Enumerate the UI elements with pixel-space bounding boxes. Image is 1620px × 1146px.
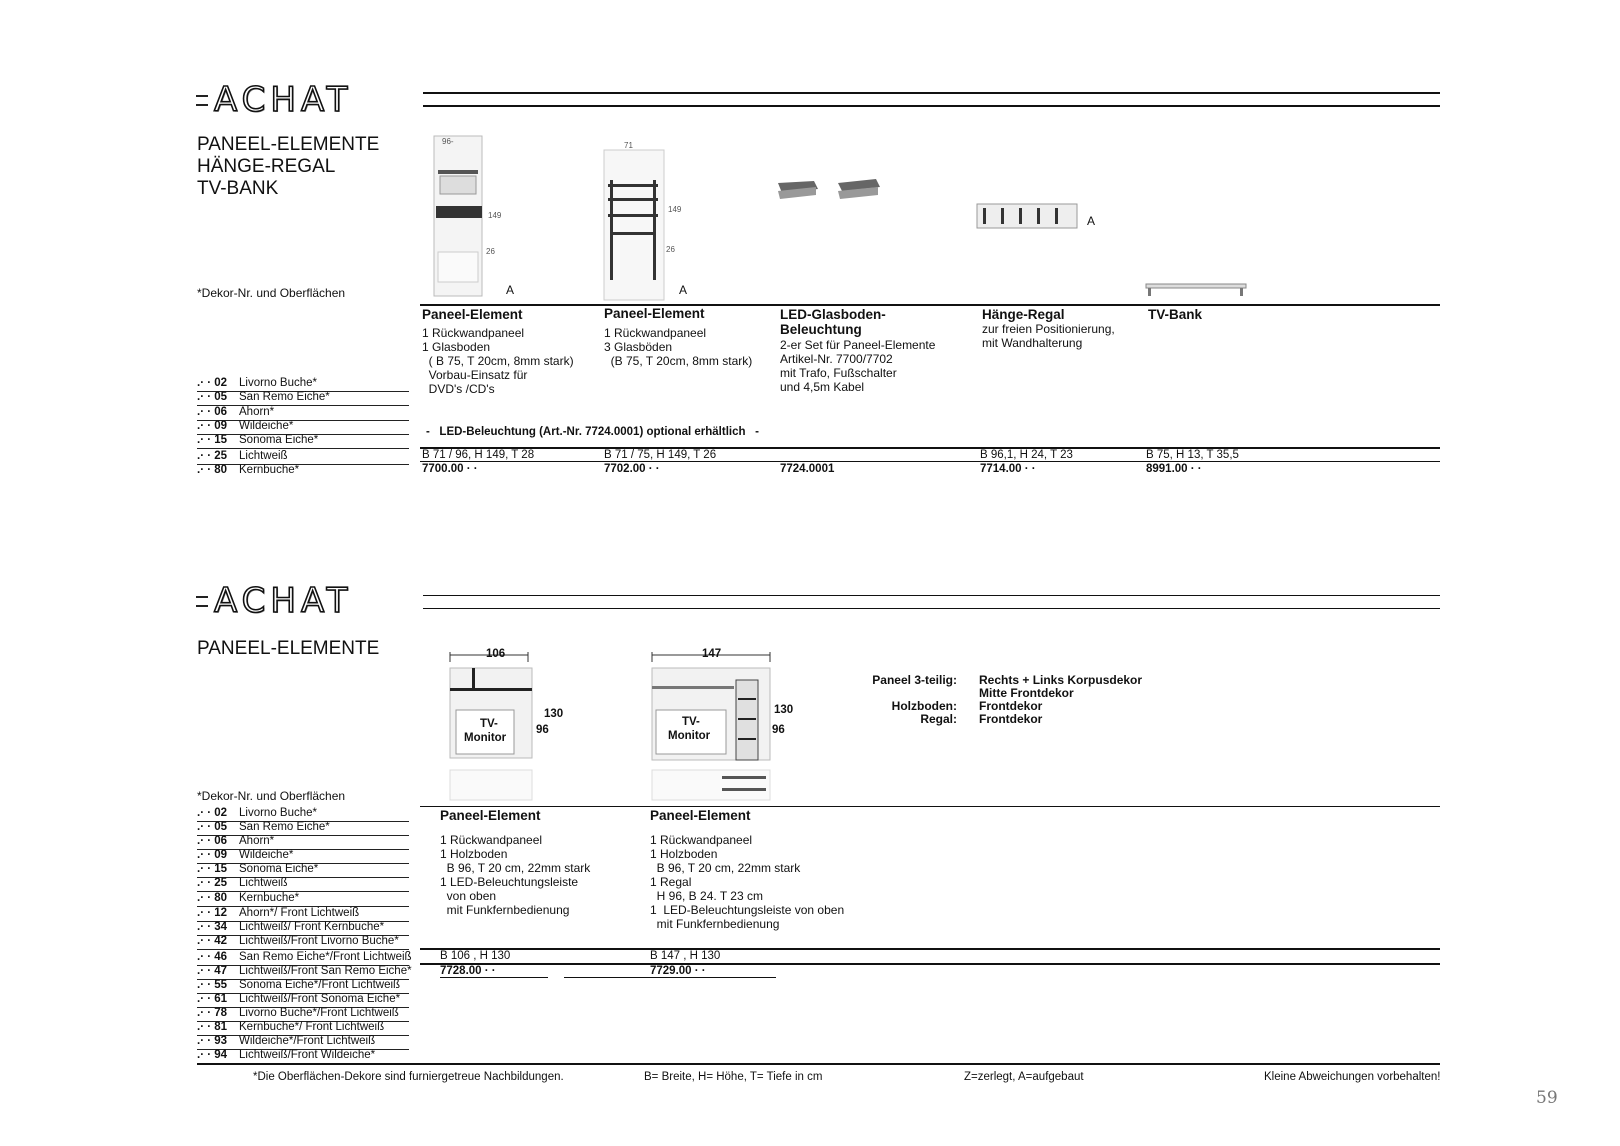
decor-row: .· · 81 Kernbuche*/ Front Lichtweiß <box>197 1021 409 1036</box>
article-number-7700: 7700.00 · · <box>422 463 478 475</box>
decor-row: .· · 06 Ahorn* <box>197 835 409 850</box>
article-number-7724: 7724.0001 <box>780 463 835 475</box>
section1-title-3: TV-BANK <box>197 178 279 199</box>
product-title-7714: Hänge-Regal <box>982 307 1065 322</box>
decor-row: .· · 02 Livorno Buche* <box>197 377 409 392</box>
number-rule-2 <box>420 963 1440 965</box>
dims-7702: B 71 / 75, H 149, T 26 <box>604 449 717 461</box>
decor-row: .· · 05 San Remo Eiche* <box>197 821 409 836</box>
info-value-holzboden: Frontdekor <box>979 699 1043 713</box>
product-title-7728: Paneel-Element <box>440 808 541 823</box>
brand-logo-bottom <box>196 581 353 621</box>
decor-row: .· · 34 Lichtweiß/ Front Kernbuche* <box>197 921 409 936</box>
dims-7700: B 71 / 96, H 149, T 28 <box>422 449 535 461</box>
product-title-7724: LED-Glasboden- Beleuchtung <box>780 307 886 337</box>
dims-rule-2 <box>420 948 1440 950</box>
product-desc-7702: 1 Rückwandpaneel 3 Glasböden (B 75, T 20cm, 8mm stark) <box>604 326 753 368</box>
svg-text:71: 71 <box>624 141 633 150</box>
product-title-7700: Paneel-Element <box>422 307 523 322</box>
dims-7729: B 147 , H 130 <box>650 950 721 962</box>
decor-row: .· · 25 Lichtweiß <box>197 450 409 465</box>
dims-7728: B 106 , H 130 <box>440 950 511 962</box>
decor-row: .· · 02 Livorno Buche* <box>197 807 409 822</box>
decor-row: .· · 80 Kernbuche* <box>197 464 300 476</box>
decor-row: .· · 47 Lichtweiß/Front San Remo Eiche* <box>197 965 409 980</box>
product-title-7729: Paneel-Element <box>650 808 751 823</box>
decor-row: .· · 09 Wildeiche* <box>197 849 409 864</box>
info-label-regal: Regal: <box>920 712 957 726</box>
page-number: 59 <box>1536 1088 1558 1108</box>
logo-bars <box>196 596 208 607</box>
sketch1-width: 106 <box>486 648 506 660</box>
section2-title: PANEEL-ELEMENTE <box>197 638 380 659</box>
sketch-label-a-1: A <box>506 283 515 297</box>
paneel-element-7728-sketch <box>442 646 582 801</box>
section1-title-1: PANEEL-ELEMENTE <box>197 134 380 155</box>
section2-table-top-rule <box>420 806 1440 807</box>
sketch1-inner: 96 <box>536 724 549 736</box>
sketch2-width: 147 <box>702 648 722 660</box>
logo-wordmark: ACHAT <box>214 80 353 120</box>
logo-wordmark: ACHAT <box>214 581 353 621</box>
sketch2-inner: 96 <box>772 724 785 736</box>
decor-row: .· · 55 Sonoma Eiche*/Front Lichtweiß <box>197 979 409 994</box>
header-rule-top-2 <box>423 105 1440 107</box>
decor-note: *Dekor-Nr. und Oberflächen <box>197 286 346 300</box>
product-desc-7728: 1 Rückwandpaneel 1 Holzboden B 96, T 20 cm, 22mm stark 1 LED-Beleuchtungsleiste von oben mit Funkfernbedienung <box>440 833 591 917</box>
article-number-7702: 7702.00 · · <box>604 463 660 475</box>
dims-8991: B 75, H 13, T 35,5 <box>1146 449 1239 461</box>
svg-text:26: 26 <box>666 245 675 254</box>
footer-note-dimensions: B= Breite, H= Höhe, T= Tiefe in cm <box>644 1071 823 1083</box>
dims-7714: B 96,1, H 24, T 23 <box>980 449 1073 461</box>
article-number-7714: 7714.00 · · <box>980 463 1036 475</box>
paneel-element-7702-sketch <box>598 140 688 305</box>
led-optional-note: - LED-Beleuchtung (Art.-Nr. 7724.0001) optional erhältlich - <box>426 426 759 438</box>
header-rule-top <box>423 92 1440 94</box>
dims-rule-1 <box>420 447 1440 449</box>
decor-row: .· · 25 Lichtweiß <box>197 877 409 892</box>
sketch1-height: 130 <box>544 708 564 720</box>
header-rule-bottom-2 <box>423 608 1440 609</box>
decor-row: .· · 15 Sonoma Eiche* <box>197 434 409 449</box>
article-number-8991: 8991.00 · · <box>1146 463 1202 475</box>
product-title-8991: TV-Bank <box>1148 307 1203 322</box>
footer-note-decor: *Die Oberflächen-Dekore sind furniergetreue Nachbildungen. <box>253 1071 564 1083</box>
decor-row: .· · 94 Lichtweiß/Front Wildeiche* <box>197 1049 409 1064</box>
info-label-holzboden: Holzboden: <box>891 699 957 713</box>
decor-row: .· · 61 Lichtweiß/Front Sonoma Eiche* <box>197 993 409 1008</box>
footer-note-disclaimer: Kleine Abweichungen vorbehalten! <box>1264 1071 1441 1083</box>
sketch1-tv-label: TV- <box>480 718 498 730</box>
decor-row: .· · 05 San Remo Eiche* <box>197 391 409 406</box>
footer-rule <box>197 1063 1440 1065</box>
product-desc-7724: 2-er Set für Paneel-Elemente Artikel-Nr. 7700/7702 mit Trafo, Fußschalter und 4,5m Kabel <box>780 338 936 394</box>
product-desc-7700: 1 Rückwandpaneel 1 Glasboden ( B 75, T 20cm, 8mm stark) Vorbau-Einsatz für DVD's /CD's <box>422 326 574 396</box>
svg-text:149: 149 <box>488 211 502 220</box>
decor-row: .· · 12 Ahorn*/ Front Lichtweiß <box>197 907 409 922</box>
haenge-regal-sketch <box>975 202 1085 232</box>
decor-note-2: *Dekor-Nr. und Oberflächen <box>197 789 346 803</box>
section1-table-top-rule <box>420 304 1440 306</box>
product-title-7702: Paneel-Element <box>604 306 705 321</box>
tv-bank-sketch <box>1144 280 1254 298</box>
sketch-label-a-2: A <box>679 283 688 297</box>
section1-title-2: HÄNGE-REGAL <box>197 156 336 177</box>
info-value-paneel: Rechts + Links Korpusdekor Mitte Frontdekor <box>979 673 1143 700</box>
footer-note-assembly: Z=zerlegt, A=aufgebaut <box>964 1071 1084 1083</box>
decor-row: .· · 46 San Remo Eiche*/Front Lichtweiß <box>197 951 409 966</box>
product-desc-7729: 1 Rückwandpaneel 1 Holzboden B 96, T 20 cm, 22mm stark 1 Regal H 96, B 24. T 23 cm 1 LED-Beleuchtungsleiste von oben mit Funkfernbedienung <box>650 833 845 931</box>
decor-row: .· · 80 Kernbuche* <box>197 892 409 907</box>
info-label-paneel: Paneel 3-teilig: <box>872 673 957 687</box>
logo-bars <box>196 95 208 106</box>
decor-row: .· · 15 Sonoma Eiche* <box>197 863 409 878</box>
sketch2-height: 130 <box>774 704 794 716</box>
paneel-element-7728-drawing <box>442 646 582 801</box>
led-glasboden-sketch <box>776 175 891 203</box>
decor-row: .· · 78 Livorno Buche*/Front Lichtweiß <box>197 1007 409 1022</box>
info-value-regal: Frontdekor <box>979 712 1043 726</box>
article-number-7728: 7728.00 · · <box>440 965 496 977</box>
product-desc-7714: zur freien Positionierung, mit Wandhalterung <box>982 322 1115 350</box>
sketch2-monitor-label: Monitor <box>668 730 711 742</box>
article-number-7729: 7729.00 · · <box>650 965 706 977</box>
sketch2-tv-label: TV- <box>682 716 700 728</box>
paneel-element-7729-sketch <box>648 646 808 801</box>
decor-row: .· · 42 Lichtweiß/Front Livorno Buche* <box>197 935 409 950</box>
sketch-label-a-3: A <box>1087 214 1096 228</box>
svg-text:149: 149 <box>668 205 682 214</box>
header-rule-bottom <box>423 595 1440 596</box>
decor-row: .· · 09 Wildeiche* <box>197 420 409 435</box>
decor-row: .· · 06 Ahorn* <box>197 406 409 421</box>
svg-text:96-: 96- <box>442 137 454 146</box>
sketch1-monitor-label: Monitor <box>464 732 507 744</box>
decor-row: .· · 93 Wildeiche*/Front Lichtweiß <box>197 1035 409 1050</box>
number-rule-1 <box>420 461 1440 462</box>
paneel-element-7700-sketch <box>420 132 510 302</box>
svg-text:26: 26 <box>486 247 495 256</box>
brand-logo-top <box>196 80 353 120</box>
